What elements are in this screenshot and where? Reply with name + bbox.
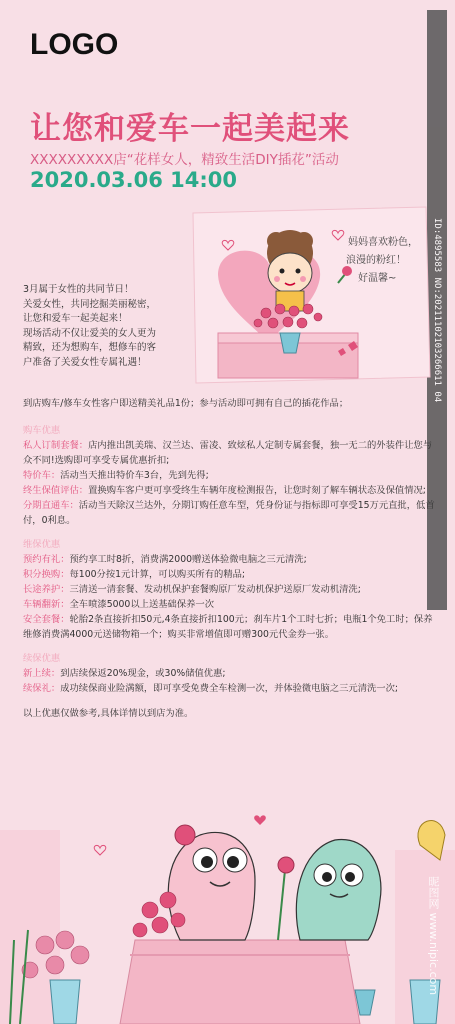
offer-label: 续保礼： — [23, 683, 61, 694]
girl-with-flowers-illustration — [188, 205, 433, 385]
offer-item — [23, 552, 435, 567]
offer-text: 全车喷漆5000以上送基础保养一次 — [69, 599, 215, 610]
intro-line: 现场活动不仅让爱美的女人更为 — [23, 327, 157, 339]
offer-label: 积分换购： — [23, 569, 70, 580]
offer-label: 车辆翻新： — [23, 599, 70, 610]
offer-text: 置换购车客户更可享受终生车辆年度检测报告，让您时刻了解车辆状态及保值情况; — [88, 485, 426, 496]
lead-line: 到店购车/修车女性客户即送精美礼品1份；参与活动即可拥有自己的插花作品； — [23, 398, 349, 409]
section-title-renewal: 续保优惠 — [23, 653, 61, 664]
offer-text: 活动当天推出特价车3台，先到先得; — [60, 470, 209, 481]
speech-line-1: 妈妈喜欢粉色， — [348, 237, 418, 248]
offer-text: 每100分按1元计算，可以购买所有的精品; — [69, 569, 246, 580]
intro-paragraph — [23, 283, 195, 370]
offer-item — [23, 612, 435, 642]
intro-line: 3月属于女性的共同节日！ — [23, 284, 134, 295]
offer-label: 安全套餐： — [23, 614, 70, 625]
speech-line-3: 好温馨~ — [358, 273, 397, 284]
section-title-purchase: 购车优惠 — [23, 425, 61, 436]
logo: LOGO — [30, 28, 119, 61]
flower-characters-illustration — [0, 790, 455, 1024]
offer-item — [23, 483, 435, 498]
offer-text: 三清送一清套餐、发动机保护套餐购原厂发动机保护送原厂发动机清洗; — [69, 584, 361, 595]
offer-label: 终生保值评估： — [23, 485, 89, 496]
offer-label: 私人订制套餐： — [23, 440, 89, 451]
offer-item — [23, 681, 435, 696]
section-title-maintenance: 维保优惠 — [23, 539, 61, 550]
offer-label: 分期直通车： — [23, 500, 79, 511]
offer-label: 新上续： — [23, 668, 61, 679]
offer-label: 预约有礼： — [23, 554, 70, 565]
offer-label: 特价车： — [23, 470, 61, 481]
offer-item — [23, 498, 435, 528]
offer-text: 到店续保返20%现金，或30%储值优惠; — [60, 668, 226, 679]
intro-line: 精致，还为想购车，想修车的客 — [23, 342, 157, 353]
offer-item — [23, 666, 435, 681]
offer-text: 店内推出凯美瑞、汉兰达、雷凌、致炫私人定制专属套餐，独一无二的外装件让您与众不同!选购即可享受专属优惠折扣; — [23, 440, 433, 466]
offer-item — [23, 597, 435, 612]
site-watermark: 昵图网 www.nipic.com — [427, 876, 440, 996]
offer-text: 活动当天除汉兰达外，分期订购任意车型，凭身份证与指标即可享受15万元直批，低首付，0利息。 — [23, 500, 435, 526]
offer-details — [23, 396, 435, 721]
offer-text: 轮胎2条直接折扣50元,4条直接折扣100元；刹车片1个工时七折；电瓶1个免工时；保养维修消费满4000元送储物箱一个；购买非常增值即可赠300元代金券一张。 — [23, 614, 433, 640]
event-subtitle: XXXXXXXXX店“花样女人，精致生活DIY插花”活动 — [30, 152, 339, 168]
offer-item — [23, 438, 435, 468]
bottom-flower-scene — [0, 790, 455, 1024]
offer-item — [23, 582, 435, 597]
offer-label: 长途养护： — [23, 584, 70, 595]
offer-text: 预约享工时8折，消费满2000赠送体验微电脑之三元清洗; — [69, 554, 307, 565]
offer-item — [23, 567, 435, 582]
speech-line-2: 浪漫的粉红！ — [346, 255, 406, 266]
hero-illustration — [188, 205, 433, 385]
page-headline: 让您和爱车一起美起来 — [30, 111, 350, 147]
intro-line: 让您和爱车一起美起来！ — [23, 313, 128, 324]
image-id-strip: ID:4895583 NO:20211102103266611 04 — [427, 10, 447, 610]
intro-line: 关爱女性，共同挖掘美丽秘密， — [23, 298, 157, 310]
intro-line: 户准备了关爱女性专属礼遇！ — [23, 356, 147, 368]
offer-item — [23, 468, 435, 483]
footer-note: 以上优惠仅做参考,具体详情以到店为准。 — [23, 708, 194, 719]
event-datetime: 2020.03.06 14:00 — [30, 168, 238, 192]
offer-text: 成功续保商业险满额，即可享受免费全车检测一次，并体验微电脑之三元清洗一次; — [60, 683, 399, 694]
